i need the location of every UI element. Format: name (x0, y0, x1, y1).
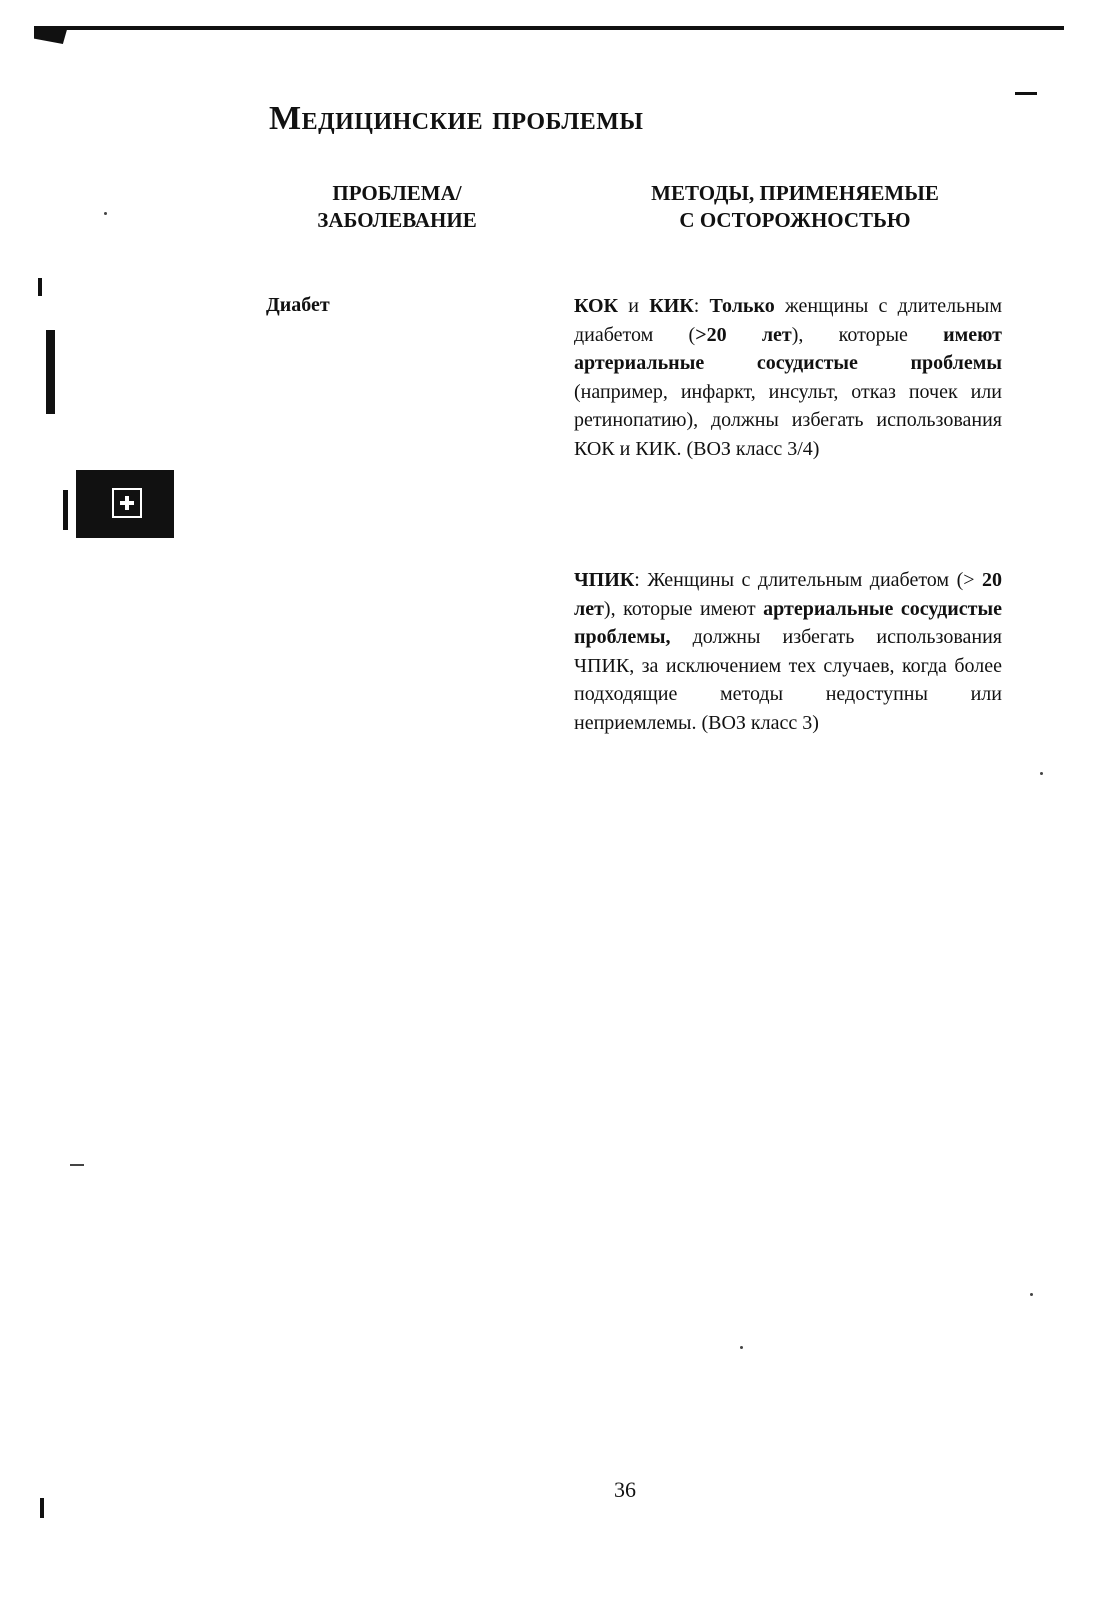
method-coc-text-c: (например, инфаркт, инсульт, отказ почек или ретинопатию), должны избегать использования КОК и КИК. (ВОЗ класс 3/4) (574, 380, 1002, 460)
scan-speck (104, 212, 107, 215)
column-header-methods (595, 180, 995, 234)
method-coc-text-b: ), которые (791, 323, 944, 346)
scan-edge-mark (40, 1498, 44, 1518)
method-coc-colon: : (693, 295, 710, 317)
scan-speck (1030, 1293, 1033, 1296)
top-rule (34, 26, 1064, 30)
scan-speck (740, 1346, 743, 1349)
scan-edge-mark (1015, 92, 1037, 95)
method-pop-problems: артериальные сосудистые проблемы, (574, 597, 1002, 649)
method-pop-years: 20 лет (574, 569, 1002, 620)
top-rule-corner (34, 26, 68, 44)
cross-box (112, 488, 142, 518)
cross-vertical (125, 496, 129, 510)
method-pop-text-c: должны избегать использования ЧПИК, за исключением тех случаев, когда более подходящие методы недоступны или неприемлемы. (ВОЗ класс 3) (574, 626, 1002, 734)
column-header-problem (282, 180, 512, 234)
method-pop-text-b: ), которые имеют (603, 597, 764, 620)
scan-edge-mark (46, 330, 55, 414)
page-number: 36 (614, 1477, 636, 1502)
scan-speck (1040, 772, 1043, 775)
column-header-methods-line-1: МЕТОДЫ, ПРИМЕНЯЕМЫЕ (651, 181, 939, 205)
medical-cross-icon (76, 470, 174, 538)
method-kik-abbrev: КИК (649, 295, 694, 317)
method-coc-problems: имеют артериальные сосудистые проблемы (574, 323, 1002, 375)
method-coc-abbrev: КОК (574, 295, 619, 317)
page-title: Медицинские проблемы (269, 100, 644, 137)
method-pop-text-a: : Женщины с длительным диабетом (> (634, 569, 982, 591)
method-pop-abbrev: ЧПИК (574, 569, 635, 591)
scan-edge-mark (38, 278, 42, 296)
method-coc-text-a: женщины с длительным диабетом ( (574, 295, 1002, 346)
column-header-methods-line-2: С ОСТОРОЖНОСТЬЮ (679, 208, 911, 232)
column-header-problem-line-1: ПРОБЛЕМА/ (332, 181, 462, 205)
method-coc-years: >20 лет (695, 323, 792, 346)
scan-speck (70, 1164, 84, 1166)
scan-edge-mark (63, 490, 68, 530)
method-paragraph-pop (574, 566, 1002, 738)
method-coc-and: и (618, 295, 650, 317)
method-paragraph-coc (574, 292, 1002, 464)
condition-label: Диабет (266, 294, 330, 316)
method-coc-only: Только (709, 295, 775, 317)
column-header-problem-line-2: ЗАБОЛЕВАНИЕ (317, 208, 477, 232)
